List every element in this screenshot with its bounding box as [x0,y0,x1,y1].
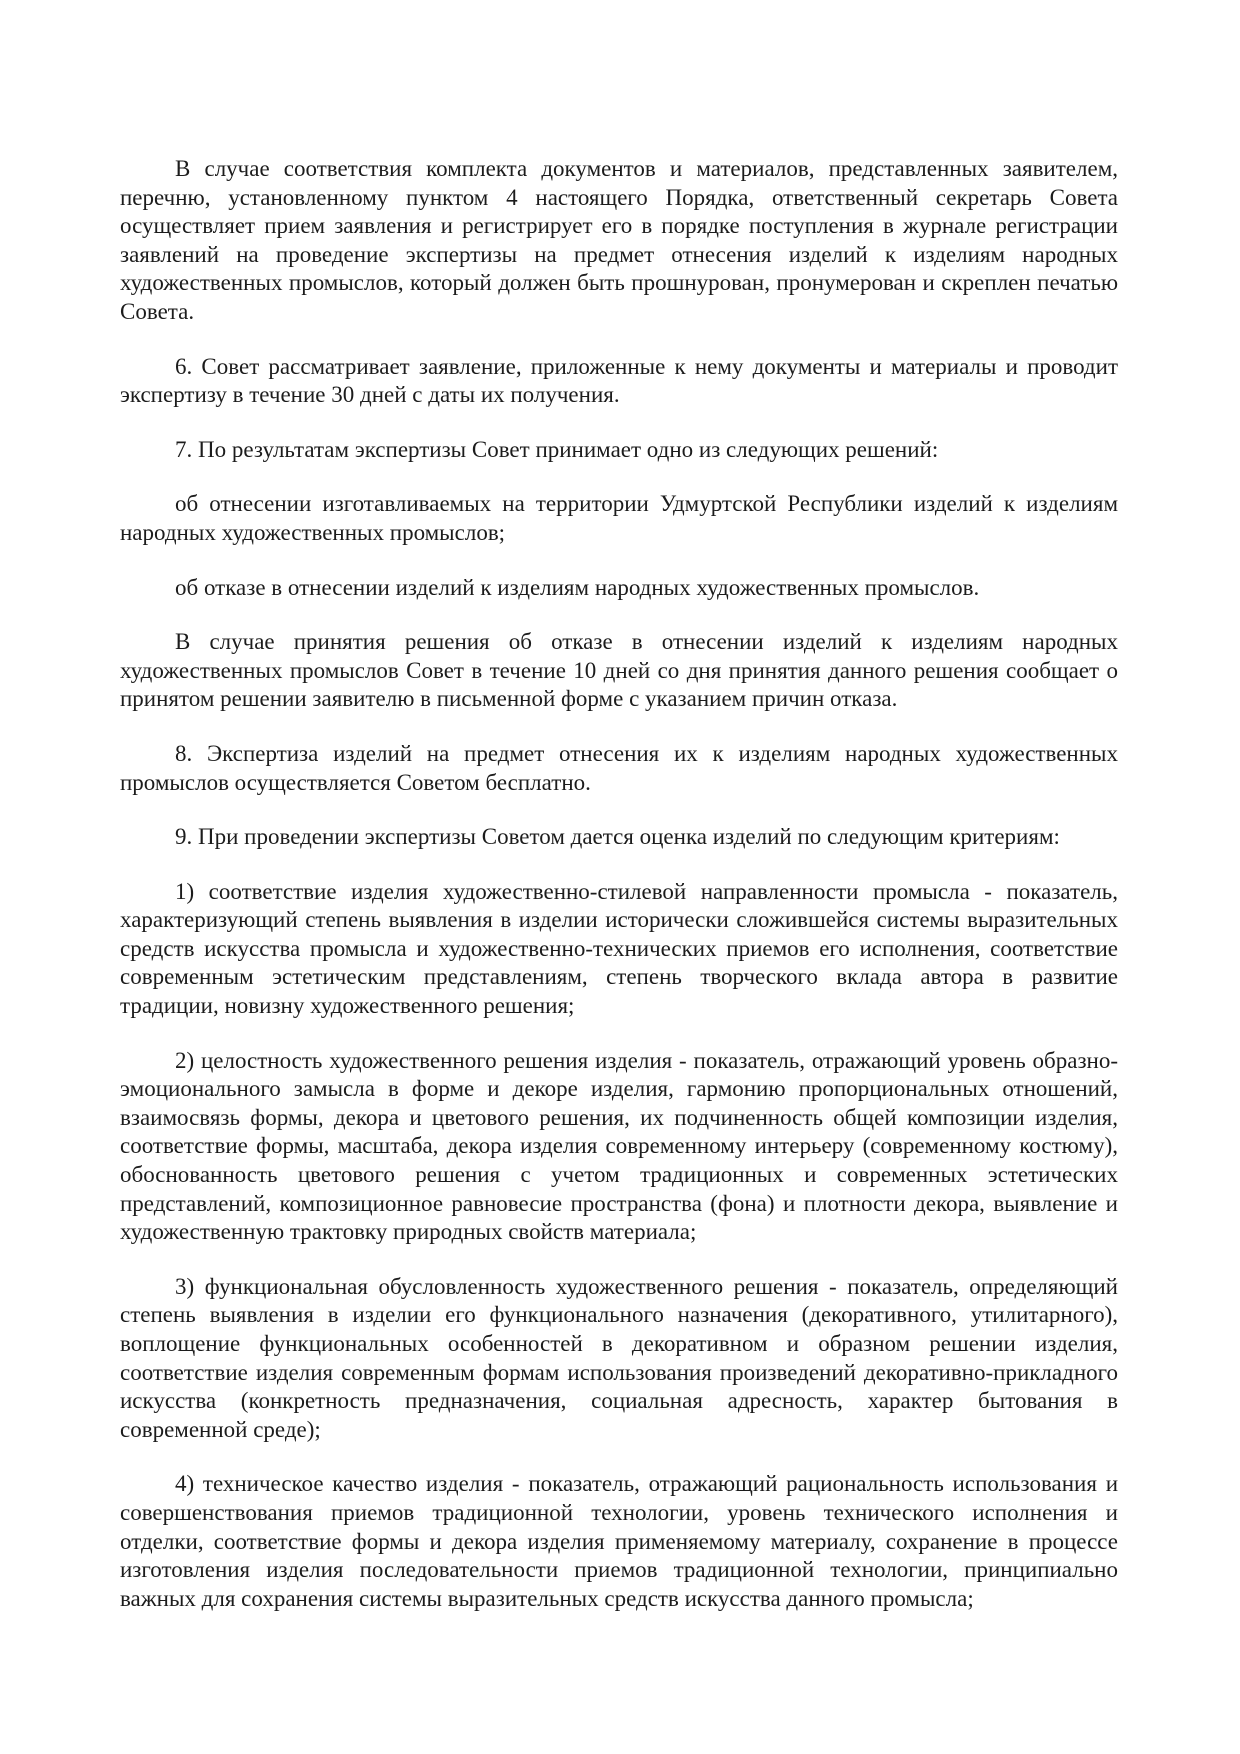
paragraph-item-8: 8. Экспертиза изделий на предмет отнесения их к изделиям народных художественных промыслов осуществляется Советом бесплатно. [120,740,1118,795]
paragraph-registration: В случае соответствия комплекта документов и материалов, представленных заявителем, перечню, установленному пунктом 4 настоящего Порядка, ответственный секретарь Совета осуществляет прием заявления и регистрирует его в порядке поступления в журнале регистрации заявлений на проведение экспертизы на предмет отнесения изделий к изделиям народных художественных промыслов, который должен быть прошнурован, пронумерован и скреплен печатью Совета. [120,156,1118,324]
paragraph-decision-refuse: об отказе в отнесении изделий к изделиям народных художественных промыслов. [175,574,980,600]
paragraph-item-7: 7. По результатам экспертизы Совет принимает одно из следующих решений: [175,436,939,462]
paragraph-criterion-3: 3) функциональная обусловленность художественного решения - показатель, определяющий степень выявления в изделии его функционального назначения (декоративного, утилитарного), воплощение функциональных особенностей в декоративном и образном решении изделия, соответствие изделия современным формам использования произведений декоративно-прикладного искусства (конкретность предназначения, социальная адресность, характер бытования в современной среде); [120,1273,1118,1442]
paragraph-decision-accept: об отнесении изготавливаемых на территории Удмуртской Республики изделий к изделиям народных художественных промыслов; [120,491,1118,545]
paragraph-criterion-4: 4) техническое качество изделия - показатель, отражающий рациональность использования и совершенствования приемов традиционной технологии, уровень технического исполнения и отделки, соответствие формы и декора изделия применяемому материалу, сохранение в процессе изготовления изделия последовательности приемов традиционной технологии, принципиально важных для сохранения системы выразительных средств искусства данного промысла; [120,1471,1118,1611]
paragraph-criterion-2: 2) целостность художественного решения изделия - показатель, отражающий уровень образно-эмоционального замысла в форме и декоре изделия, гармонию пропорциональных отношений, взаимосвязь формы, декора и цветового решения, их подчиненность общей композиции изделия, соответствие формы, масштаба, декора изделия современному интерьеру (современному костюму), обоснованность цветового решения с учетом традиционных и современных эстетических представлений, композиционное равновесие пространства (фона) и плотности декора, выявление и художественную трактовку природных свойств материала; [120,1047,1118,1245]
paragraph-item-6: 6. Совет рассматривает заявление, приложенные к нему документы и материалы и проводит экспертизу в течение 30 дней с даты их получения. [120,353,1118,408]
paragraph-criterion-1: 1) соответствие изделия художественно-стилевой направленности промысла - показатель, характеризующий степень выявления в изделии исторически сложившейся системы выразительных средств искусства промысла и художественно-технических приемов его исполнения, соответствие современным эстетическим представлениям, степень творческого вклада автора в развитие традиции, новизну художественного решения; [120,878,1118,1019]
paragraph-refusal-notice: В случае принятия решения об отказе в отнесении изделий к изделиям народных художественных промыслов Совет в течение 10 дней со дня принятия данного решения сообщает о принятом решении заявителю в письменной форме с указанием причин отказа. [120,629,1118,712]
document-body [120,155,1118,1613]
paragraph-item-9: 9. При проведении экспертизы Советом дается оценка изделий по следующим критериям: [175,824,1060,850]
